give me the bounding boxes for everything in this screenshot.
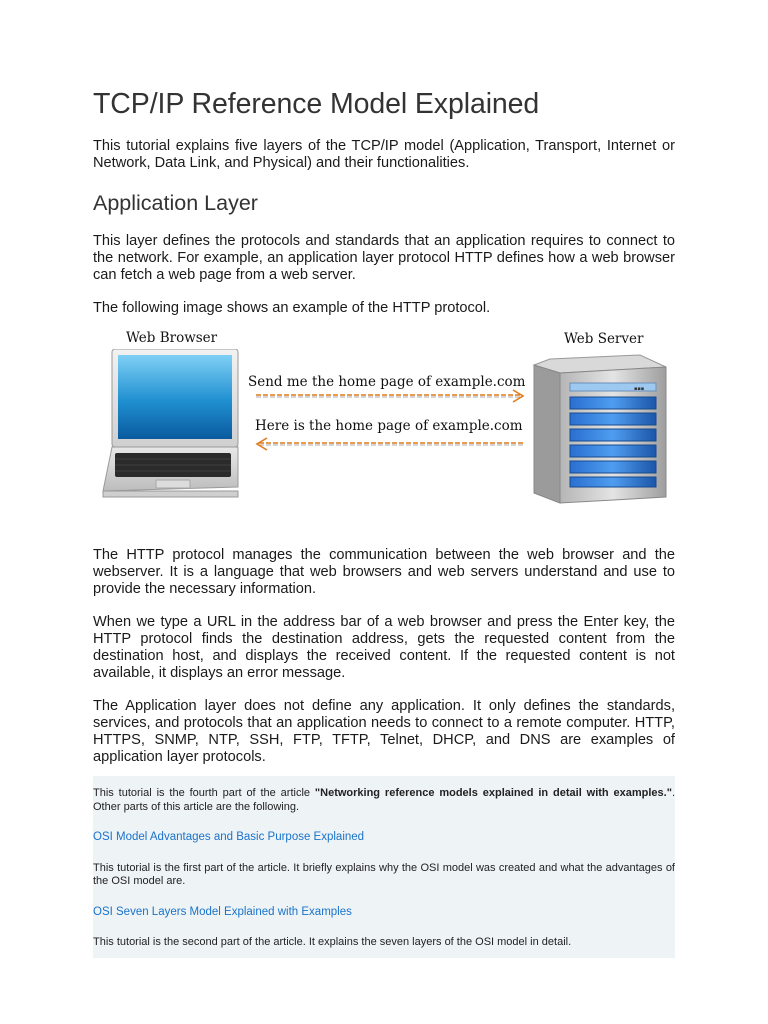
arrows (253, 384, 528, 454)
request-text: Send me the home page of example.com (248, 374, 526, 390)
article-title: "Networking reference models explained in detail with examples." (314, 787, 672, 799)
section-heading: Application Layer (93, 191, 258, 215)
series-note-end: . Other parts of this article are the following. (93, 787, 676, 813)
paragraph-1: This layer defines the protocols and standards that an application requires to connect to the network. For example, an application layer protocol HTTP defines how a web browser can fetch a web page from a web server. (93, 233, 675, 283)
article (93, 86, 675, 958)
series-note-lead: This tutorial is the fourth part of the article (93, 787, 315, 799)
series-note (93, 787, 675, 814)
browser-label: Web Browser (126, 330, 218, 346)
http-diagram (93, 329, 675, 529)
link-row-2 (93, 906, 675, 920)
link-1-description: This tutorial is the first part of the article. It briefly explains why the OSI model was created and what the advantages of the OSI model are. (93, 861, 675, 887)
osi-advantages-link[interactable]: OSI Model Advantages and Basic Purpose Explained (93, 831, 365, 843)
link-row-1 (93, 831, 675, 845)
link-2-description: This tutorial is the second part of the article. It explains the seven layers of the OSI model in detail. (93, 936, 572, 948)
paragraph-5: The Application layer does not define any application. It only defines the standards, services, and protocols that an application needs to connect to a remote computer. HTTP, HTTPS, SNMP, NTP, SSH, FTP, TFTP, Telnet, DHCP, and DNS are examples of application layer protocols. (93, 698, 675, 765)
svg-text:▪▪▪: ▪▪▪ (634, 386, 645, 392)
related-articles-box (93, 776, 675, 958)
response-text: Here is the home page of example.com (255, 418, 523, 434)
page-title: TCP/IP Reference Model Explained (93, 88, 540, 120)
server-icon (530, 347, 672, 507)
laptop-icon (101, 349, 241, 511)
paragraph-4: When we type a URL in the address bar of a web browser and press the Enter key, the HTTP protocol finds the destination address, gets the requested content from the destination host, and displays the received content. If the requested content is not available, it displays an error message. (93, 614, 675, 681)
osi-seven-layers-link[interactable]: OSI Seven Layers Model Explained with Examples (93, 905, 352, 918)
paragraph-3: The HTTP protocol manages the communication between the web browser and the webserver. It is a language that web browsers and web servers understand and use to provide the necessary information. (93, 547, 675, 597)
intro-paragraph: This tutorial explains five layers of the TCP/IP model (Application, Transport, Internet or Network, Data Link, and Physical) and their functionalities. (93, 138, 675, 171)
server-label: Web Server (564, 331, 644, 347)
paragraph-2: The following image shows an example of the HTTP protocol. (93, 300, 491, 316)
